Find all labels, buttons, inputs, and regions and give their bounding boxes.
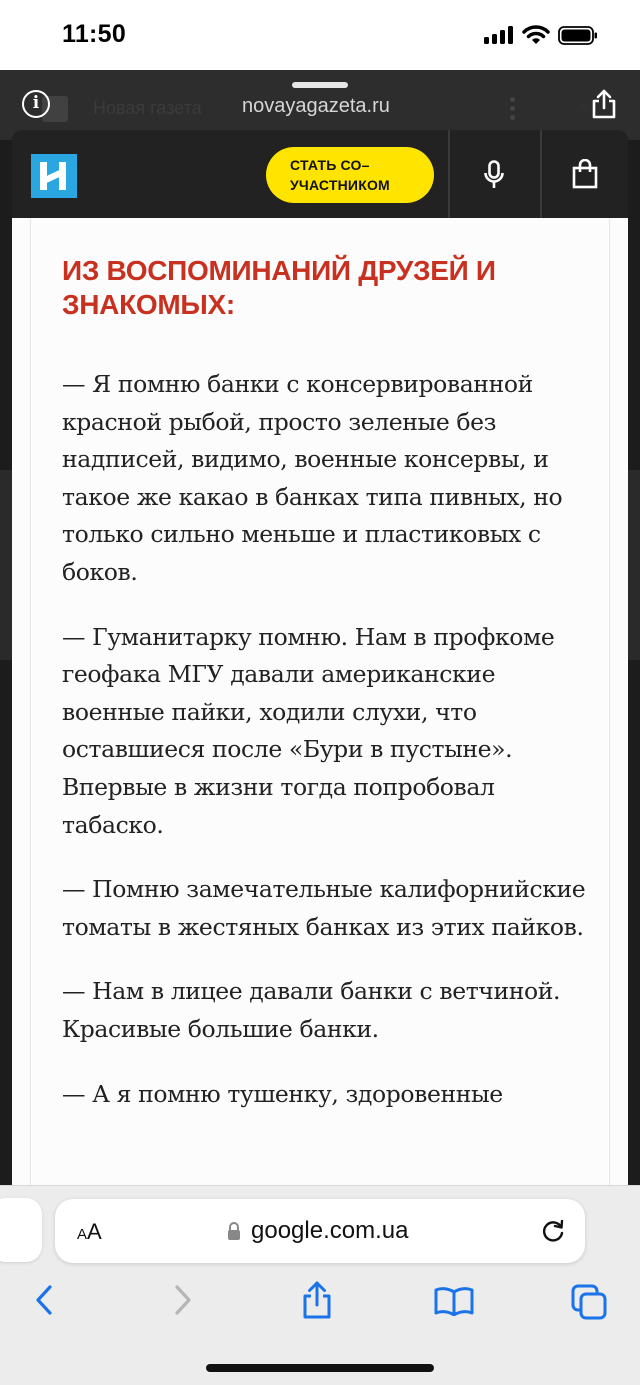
paragraph: — Я помню банки с консервированной красной рыбой, просто зеленые без надписей, видимо, военные консервы, и такое же какао в банках типа пивных, но только сильно меньше и пластиковых с боков. xyxy=(62,370,563,586)
site-logo[interactable] xyxy=(31,154,77,198)
shopping-bag-icon[interactable] xyxy=(572,159,598,189)
microphone-icon[interactable] xyxy=(483,160,505,190)
info-icon[interactable]: i xyxy=(22,90,50,118)
page-settings-button[interactable]: AA xyxy=(77,1219,102,1244)
lock-icon xyxy=(226,1221,242,1241)
become-member-button[interactable] xyxy=(266,147,434,203)
address-bar[interactable] xyxy=(55,1199,585,1263)
paragraph: — Нам в лицее давали банки с ветчиной. Красивые большие банки. xyxy=(62,977,561,1043)
share-icon[interactable] xyxy=(591,88,617,120)
wifi-icon xyxy=(522,24,550,46)
forward-icon[interactable] xyxy=(172,1282,194,1318)
join-label-line2: УЧАСТНИКОМ xyxy=(290,177,390,193)
previous-tab-preview[interactable] xyxy=(0,1198,42,1262)
paragraph: — Помню замечательные калифорнийские томаты в жестяных банках из этих пайков. xyxy=(62,875,586,941)
address-text: google.com.ua xyxy=(251,1217,409,1244)
article-heading: ИЗ ВОСПОМИНАНИЙ ДРУЗЕЙ И ЗНАКОМЫХ: xyxy=(62,255,496,320)
status-time: 11:50 xyxy=(62,20,127,48)
bookmarks-icon[interactable] xyxy=(434,1286,474,1316)
paragraph: — Гуманитарку помню. Нам в профкоме геофака МГУ давали американские военные пайки, ходили слухи, что оставшиеся после «Бури в пустыне». Впервые в жизни тогда попробовал табаско. xyxy=(62,622,555,839)
join-label-line1: СТАТЬ СО– xyxy=(290,157,370,173)
sheet-grabber[interactable] xyxy=(292,82,348,88)
sheet-url: novayagazeta.ru xyxy=(242,95,390,117)
divider xyxy=(540,130,542,218)
article-body xyxy=(62,366,590,1140)
home-indicator xyxy=(206,1364,434,1372)
status-bar xyxy=(0,0,640,70)
sheet-site-name: Новая газета xyxy=(93,98,202,118)
reload-icon[interactable] xyxy=(540,1217,566,1245)
cellular-signal-icon xyxy=(484,26,513,44)
divider xyxy=(448,130,450,218)
article-content xyxy=(12,218,628,1190)
share-icon[interactable] xyxy=(301,1280,333,1320)
more-icon[interactable] xyxy=(508,97,516,123)
back-icon[interactable] xyxy=(33,1282,55,1318)
site-header xyxy=(12,130,628,218)
tabs-icon[interactable] xyxy=(571,1284,607,1320)
battery-icon xyxy=(558,26,598,45)
close-icon[interactable]: ✕ xyxy=(572,92,594,122)
paragraph: — А я помню тушенку, здоровенные xyxy=(62,1079,503,1108)
